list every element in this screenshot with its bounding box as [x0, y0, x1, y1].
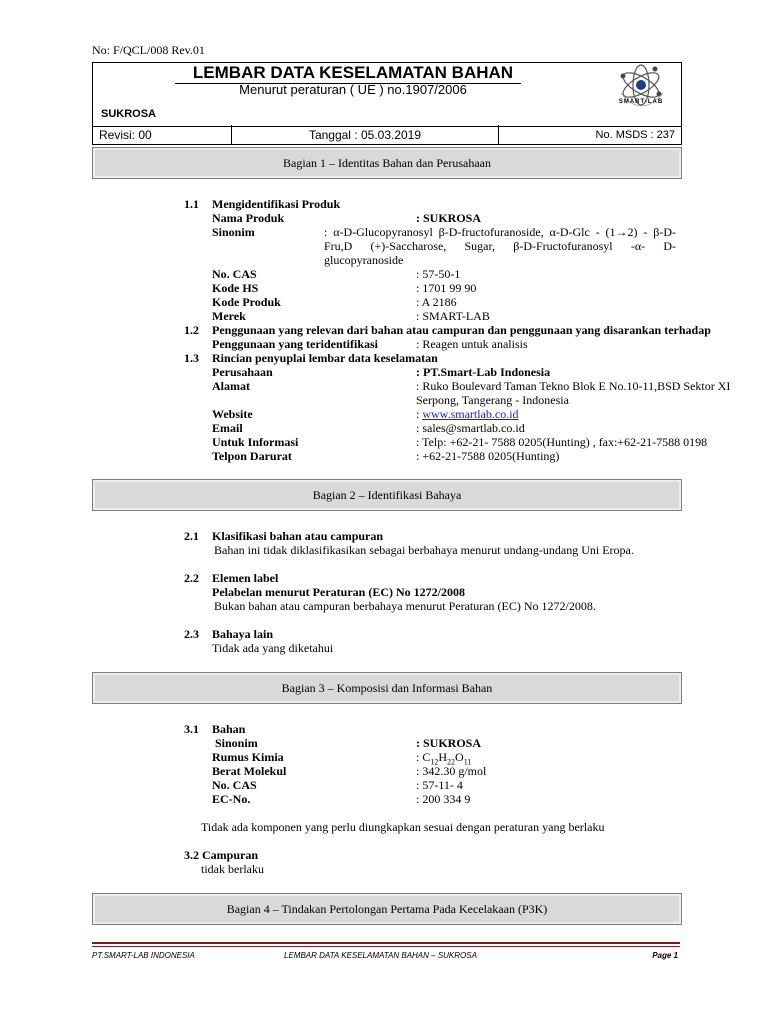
field-value: : 57-11- 4: [416, 778, 463, 792]
field-label: Email: [212, 421, 243, 435]
field-label: Kode Produk: [212, 295, 281, 309]
subsection-heading: Pelabelan menurut Peraturan (EC) No 1272/2008: [212, 585, 465, 599]
field-label: Merek: [212, 309, 246, 323]
section-number: 1.3: [184, 351, 199, 365]
field-value: : Telp: +62-21- 7588 0205(Hunting) , fax:+62-21-7588 0198: [416, 435, 708, 449]
subsection-heading: Elemen label: [212, 571, 279, 585]
field-label: Kode HS: [212, 281, 259, 295]
colon: :: [416, 407, 423, 421]
smartlab-logo: [607, 63, 675, 121]
revision-row: [92, 125, 682, 145]
field-value: : 342.30 g/mol: [416, 764, 487, 778]
field-value: : A 2186: [416, 295, 457, 309]
subsection-heading: Rincian penyuplai lembar data keselamatan: [212, 351, 438, 365]
section-number: 2.3: [184, 627, 199, 641]
field-label: Sinonim: [212, 225, 255, 239]
date-cell: Tanggal : 05.03.2019: [232, 125, 499, 144]
document-title: LEMBAR DATA KESELAMATAN BAHAN: [192, 63, 514, 82]
document-number: No: F/QCL/008 Rev.01: [92, 43, 205, 57]
field-label: No. CAS: [212, 778, 257, 792]
section-number: 1.2: [184, 323, 199, 337]
footer-rule: [92, 942, 680, 944]
revision-cell: Revisi: 00: [93, 125, 232, 144]
section-1-bar: Bagian 1 – Identitas Bahan dan Perusahaan: [92, 147, 682, 179]
section-4-bar: Bagian 4 – Tindakan Pertolongan Pertama Pada Kecelakaan (P3K): [92, 893, 682, 925]
section-3-bar: Bagian 3 – Komposisi dan Informasi Bahan: [92, 672, 682, 704]
footer-document-title: LEMBAR DATA KESELAMATAN BAHAN – SUKROSA: [284, 951, 477, 960]
footer-page-number: Page 1: [652, 951, 678, 960]
field-label: Berat Molekul: [212, 764, 287, 778]
field-value: : Ruko Boulevard Taman Tekno Blok E No.10-11,BSD Sektor XI: [416, 379, 731, 393]
header-box: [92, 62, 682, 127]
field-label: Rumus Kimia: [212, 750, 284, 764]
subsection-heading: Klasifikasi bahan atau campuran: [212, 529, 384, 543]
footer-rule-thin: [92, 946, 680, 947]
section-number: 3.1: [184, 722, 199, 736]
field-value: : sales@smartlab.co.id: [416, 421, 525, 435]
field-label: No. CAS: [212, 267, 257, 281]
chemical-formula: : $C_{12}H_{22}O_{11}$: [416, 750, 472, 767]
subsection-heading: Bahan: [212, 722, 246, 736]
field-value: : Reagen untuk analisis: [416, 337, 528, 351]
field-label: Perusahaan: [212, 365, 273, 379]
synonyms-value: : α-D-Glucopyranosyl β-D-fructofuranoside, α-D-Glc - (1→2) - β-D-Fru,D (+)-Saccharose, Sugar, β-D-Fructofuranosyl -α- D-glucopyranoside: [324, 225, 676, 267]
subsection-heading: 3.2 Campuran: [184, 848, 259, 862]
field-label: Untuk Informasi: [212, 435, 299, 449]
field-label: Alamat: [212, 379, 250, 393]
field-label: Penggunaan yang teridentifikasi: [212, 337, 379, 351]
field-label: EC-No.: [212, 792, 251, 806]
subsection-heading: Bahaya lain: [212, 627, 274, 641]
section-number: 2.1: [184, 529, 199, 543]
field-value: : SMART-LAB: [416, 309, 490, 323]
field-value: : 57-50-1: [416, 267, 461, 281]
product-name: SUKROSA: [101, 108, 157, 120]
paragraph: Tidak ada yang diketahui: [212, 641, 334, 655]
field-value: : SUKROSA: [416, 736, 482, 750]
subsection-heading: Mengidentifikasi Produk: [212, 197, 341, 211]
field-value: : PT.Smart-Lab Indonesia: [416, 365, 551, 379]
logo-text: SMART-LAB: [618, 99, 664, 105]
field-value: : +62-21-7588 0205(Hunting): [416, 449, 560, 463]
paragraph: Bahan ini tidak diklasifikasikan sebagai berbahaya menurut undang-undang Uni Eropa.: [214, 543, 634, 557]
footer-company: PT.SMART-LAB INDONESIA: [92, 951, 195, 960]
field-value: Serpong, Tangerang - Indonesia: [416, 393, 569, 407]
paragraph: Tidak ada komponen yang perlu diungkapkan sesuai dengan peraturan yang berlaku: [201, 820, 605, 834]
field-label: Telpon Darurat: [212, 449, 292, 463]
field-label: Website: [212, 407, 253, 421]
section-number: 1.1: [184, 197, 199, 211]
subsection-heading: Penggunaan yang relevan dari bahan atau campuran dan penggunaan yang disarankan terhadap: [212, 323, 711, 337]
document-subtitle: Menurut peraturan ( UE ) no.1907/2006: [239, 82, 467, 97]
section-number: 2.2: [184, 571, 199, 585]
paragraph: tidak berlaku: [201, 862, 264, 876]
field-value: : 1701 99 90: [416, 281, 477, 295]
paragraph: Bukan bahan atau campuran berbahaya menurut Peraturan (EC) No 1272/2008.: [214, 599, 596, 613]
field-value: : SUKROSA: [416, 211, 482, 225]
website-link[interactable]: www.smartlab.co.id: [422, 407, 519, 421]
field-value: : 200 334 9: [416, 792, 471, 806]
field-label: Nama Produk: [212, 211, 285, 225]
msds-number-cell: No. MSDS : 237: [595, 128, 675, 141]
field-label: Sinonim: [215, 736, 258, 750]
section-2-bar: Bagian 2 – Identifikasi Bahaya: [92, 479, 682, 511]
